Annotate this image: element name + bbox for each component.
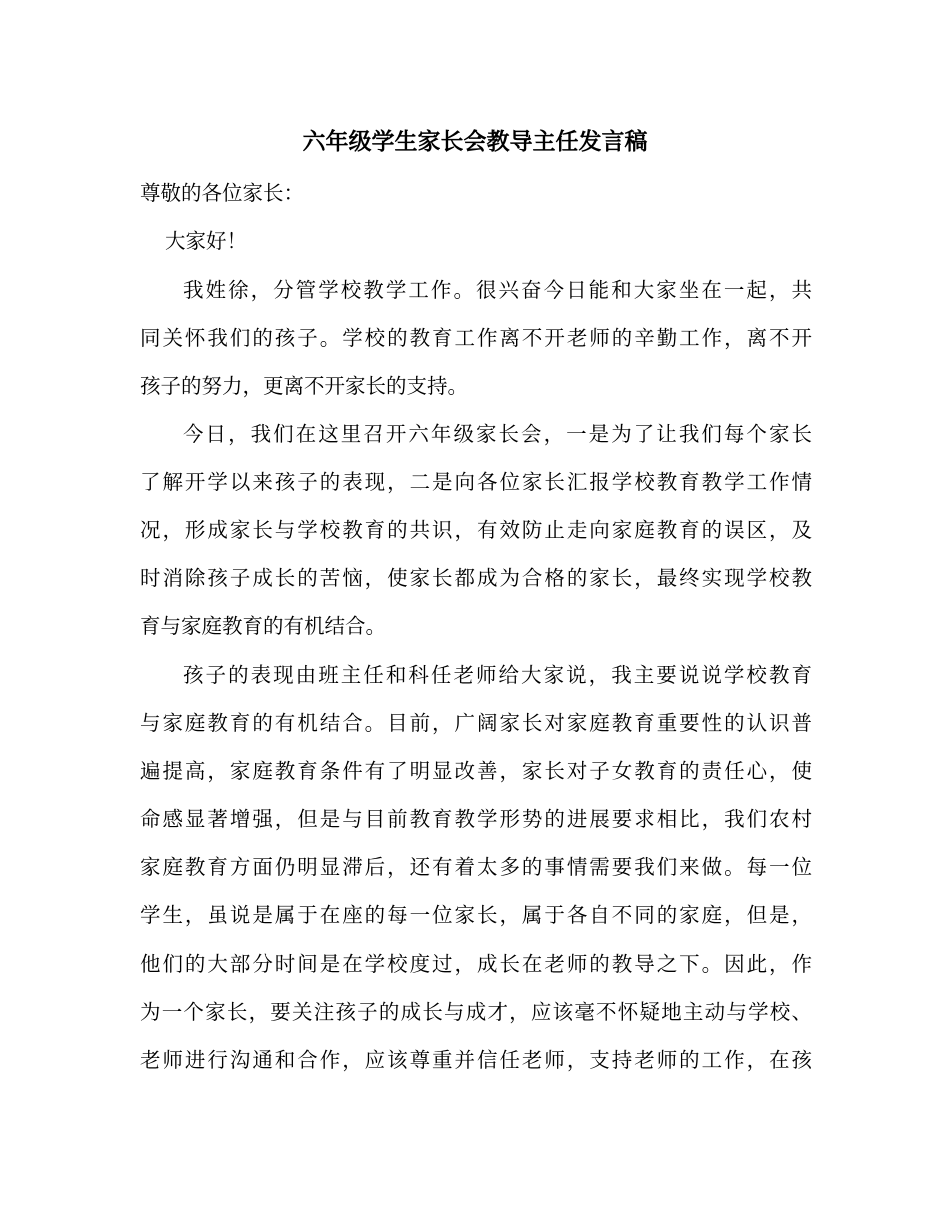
paragraph-line: 孩子的努力，更离不开家长的支持。 <box>140 374 468 398</box>
paragraph-line: 老师进行沟通和合作，应该尊重并信任老师，支持老师的工作，在孩 <box>140 1048 812 1072</box>
paragraph-line: 同关怀我们的孩子。学校的教育工作离不开老师的辛勤工作，离不开 <box>140 326 812 350</box>
paragraph-line: 时消除孩子成长的苦恼，使家长都成为合格的家长，最终实现学校教 <box>140 566 812 590</box>
paragraph-line: 为一个家长，要关注孩子的成长与成才，应该毫不怀疑地主动与学校、 <box>140 1000 812 1024</box>
salutation: 尊敬的各位家长： <box>140 181 304 205</box>
paragraph-line: 孩子的表现由班主任和科任老师给大家说，我主要说说学校教育 <box>183 663 812 687</box>
paragraph-line: 家庭教育方面仍明显滞后，还有着太多的事情需要我们来做。每一位 <box>140 855 812 879</box>
paragraph-line: 命感显著增强，但是与目前教育教学形势的进展要求相比，我们农村 <box>140 807 812 831</box>
paragraph-line: 了解开学以来孩子的表现，二是向各位家长汇报学校教育教学工作情 <box>140 470 812 494</box>
paragraph-line: 况，形成家长与学校教育的共识，有效防止走向家庭教育的误区，及 <box>140 518 812 542</box>
paragraph-line: 与家庭教育的有机结合。目前，广阔家长对家庭教育重要性的认识普 <box>140 711 812 735</box>
paragraph-line: 他们的大部分时间是在学校度过，成长在老师的教导之下。因此，作 <box>140 952 812 976</box>
paragraph-line: 我姓徐，分管学校教学工作。很兴奋今日能和大家坐在一起，共 <box>183 278 812 302</box>
paragraph-line: 育与家庭教育的有机结合。 <box>140 614 386 638</box>
paragraph-line: 遍提高，家庭教育条件有了明显改善，家长对子女教育的责任心，使 <box>140 759 812 783</box>
greeting: 大家好！ <box>165 229 247 253</box>
paragraph-line: 今日，我们在这里召开六年级家长会，一是为了让我们每个家长 <box>183 422 812 446</box>
document-title: 六年级学生家长会教导主任发言稿 <box>302 128 648 155</box>
paragraph-line: 学生，虽说是属于在座的每一位家长，属于各自不同的家庭，但是， <box>140 903 812 927</box>
